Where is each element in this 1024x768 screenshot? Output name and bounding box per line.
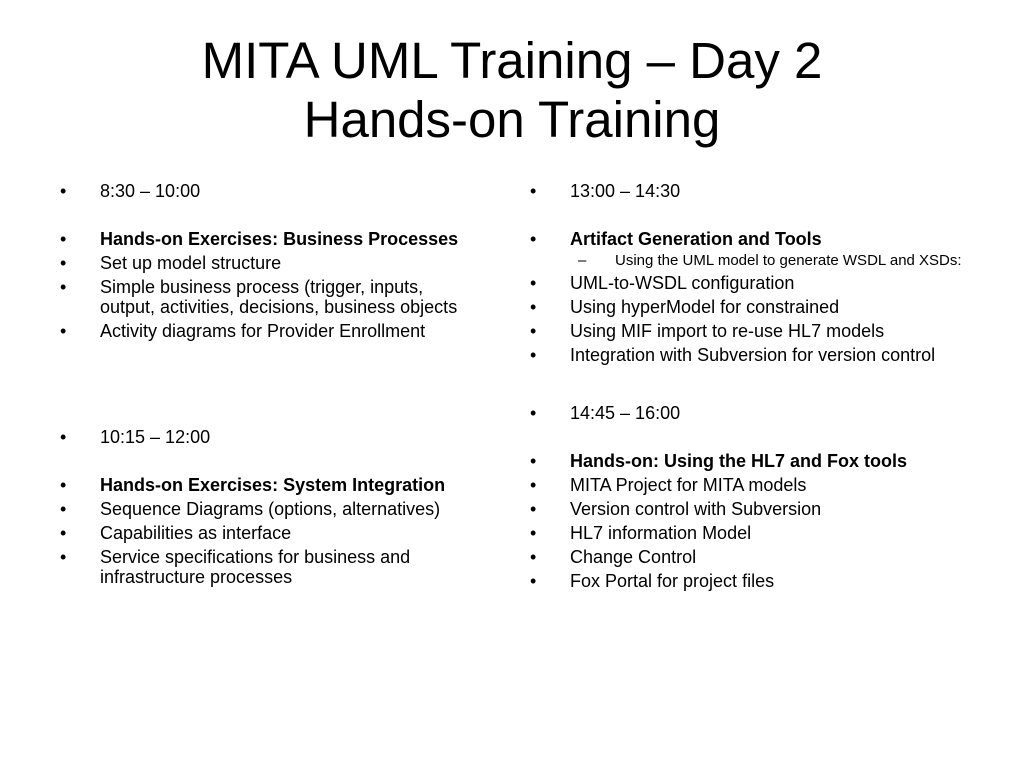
list-item xyxy=(530,273,970,297)
bullet: • xyxy=(60,523,67,543)
bullet: • xyxy=(530,523,537,543)
bullet: • xyxy=(60,253,67,273)
bullet: • xyxy=(530,475,537,495)
list-item xyxy=(530,475,970,499)
bullet: • xyxy=(530,547,537,567)
list-item xyxy=(530,571,970,595)
list-item-label: Sequence Diagrams (options, alternatives) xyxy=(100,499,441,519)
bullet: • xyxy=(530,571,537,591)
list-item xyxy=(60,253,480,277)
list-item-label: Version control with Subversion xyxy=(570,499,822,519)
bullet: • xyxy=(530,345,537,365)
time-slot-label: 14:45 – 16:00 xyxy=(570,403,681,423)
bullet: • xyxy=(530,181,537,201)
list-item xyxy=(530,547,970,571)
bullet: • xyxy=(60,427,67,447)
bullet: • xyxy=(60,475,67,495)
list-item xyxy=(60,321,480,427)
time-slot-afternoon xyxy=(530,181,970,229)
list-item-label: Using MIF import to re-use HL7 models xyxy=(570,321,885,341)
list-item xyxy=(530,499,970,523)
session-heading-label: Hands-on: Using the HL7 and Fox tools xyxy=(570,451,907,471)
bullet: • xyxy=(530,403,537,423)
list-item xyxy=(60,277,480,321)
list-item xyxy=(530,345,970,403)
slide-title xyxy=(0,31,1024,149)
session-heading-tools xyxy=(530,451,970,475)
session-heading-business xyxy=(60,229,480,253)
list-item-label: Capabilities as interface xyxy=(100,523,292,543)
list-item-label: HL7 information Model xyxy=(570,523,752,543)
sub-bullet: – xyxy=(578,252,587,269)
bullet: • xyxy=(530,297,537,317)
bullet: • xyxy=(60,499,67,519)
list-item-label: MITA Project for MITA models xyxy=(570,475,807,495)
list-item-label: Using hyperModel for constrained xyxy=(570,297,840,317)
session-heading-artifact xyxy=(530,229,970,253)
bullet: • xyxy=(60,229,67,249)
list-item-label: Simple business process (trigger, inputs, output, activities, decisions, business objects xyxy=(100,277,458,317)
session-heading-integration xyxy=(60,475,480,499)
list-item-label: Fox Portal for project files xyxy=(570,571,775,591)
list-item-label: Activity diagrams for Provider Enrollment xyxy=(100,321,426,341)
bullet: • xyxy=(530,273,537,293)
bullet: • xyxy=(530,451,537,471)
bullet: • xyxy=(530,321,537,341)
list-item-label: UML-to-WSDL configuration xyxy=(570,273,795,293)
list-item-label: Set up model structure xyxy=(100,253,282,273)
bullet: • xyxy=(60,547,67,567)
list-item xyxy=(530,297,970,321)
bullet: • xyxy=(530,229,537,249)
time-slot-label: 10:15 – 12:00 xyxy=(100,427,211,447)
time-slot-morning xyxy=(60,181,480,229)
bullet: • xyxy=(60,181,67,201)
bullet: • xyxy=(60,321,67,341)
bullet: • xyxy=(60,277,67,297)
sub-list-item-label: Using the UML model to generate WSDL and XSDs: xyxy=(615,252,962,269)
time-slot-late-afternoon xyxy=(530,403,970,451)
list-item-label: Service specifications for business and infrastructure processes xyxy=(100,547,411,587)
bullet: • xyxy=(530,499,537,519)
sub-list-item xyxy=(530,253,970,273)
list-item-label: Integration with Subversion for version control xyxy=(570,345,936,365)
title-line-2: Hands-on Training xyxy=(303,91,721,148)
list-item xyxy=(530,321,970,345)
left-agenda-column xyxy=(60,181,480,591)
time-slot-late-morning xyxy=(60,427,480,475)
list-item xyxy=(60,499,480,523)
title-line-1: MITA UML Training – Day 2 xyxy=(201,32,823,89)
session-heading-label: Hands-on Exercises: Business Processes xyxy=(100,229,459,249)
right-agenda-column xyxy=(530,181,970,595)
list-item-label: Change Control xyxy=(570,547,697,567)
time-slot-label: 13:00 – 14:30 xyxy=(570,181,681,201)
session-heading-label: Hands-on Exercises: System Integration xyxy=(100,475,446,495)
list-item xyxy=(60,547,480,591)
list-item xyxy=(530,523,970,547)
time-slot-label: 8:30 – 10:00 xyxy=(100,181,201,201)
session-heading-label: Artifact Generation and Tools xyxy=(570,229,822,249)
list-item xyxy=(60,523,480,547)
